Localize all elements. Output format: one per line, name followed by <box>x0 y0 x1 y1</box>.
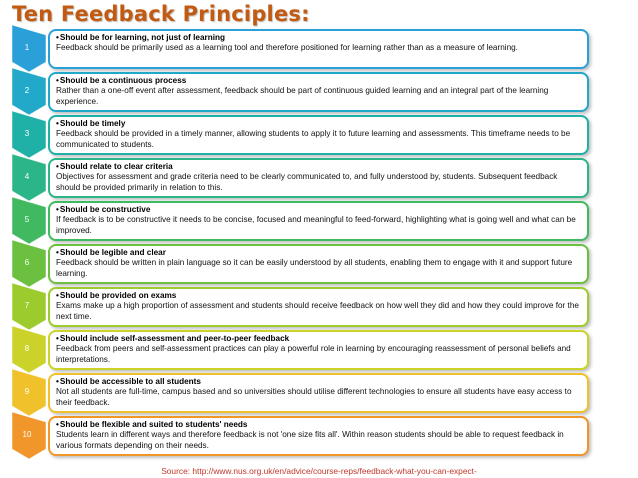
principle-number: 5 <box>24 215 30 224</box>
principle-box <box>48 29 589 69</box>
principle-heading-line <box>56 291 581 301</box>
principle-heading: Should be legible and clear <box>59 248 166 257</box>
principle-heading-line <box>56 334 581 344</box>
principle-description: Feedback from peers and self-assessment practices can play a powerful role in learning by encouraging reassessment of personal beliefs and interpretations. <box>56 344 571 364</box>
principle-description: Feedback should be written in plain language so it can be easily understood by all students, enabling them to engage with it and support future learning. <box>56 258 573 278</box>
principle-heading-line <box>56 248 581 258</box>
principle-row <box>12 287 578 324</box>
principle-box <box>48 373 589 413</box>
principle-heading: Should be flexible and suited to students' needs <box>59 420 248 429</box>
principle-box <box>48 244 589 284</box>
principle-number: 6 <box>24 258 30 267</box>
principle-heading: Should relate to clear criteria <box>59 162 173 171</box>
principle-heading-line <box>56 33 581 43</box>
bullet-icon: • <box>56 205 59 214</box>
principle-box <box>48 72 589 112</box>
principle-number: 1 <box>24 43 30 52</box>
principle-box <box>48 287 589 327</box>
principle-heading: Should be constructive <box>59 205 151 214</box>
bullet-icon: • <box>56 334 59 343</box>
principle-heading: Should be a continuous process <box>59 76 187 85</box>
principle-row <box>12 373 578 410</box>
principle-heading-line <box>56 420 581 430</box>
bullet-icon: • <box>56 248 59 257</box>
principle-description: Rather than a one-off event after assessment, feedback should be part of continuous guided learning and an integral part of the learning experience. <box>56 86 549 106</box>
principle-row <box>12 115 578 152</box>
principle-row <box>12 330 578 367</box>
principle-heading-line <box>56 377 581 387</box>
bullet-icon: • <box>56 76 59 85</box>
principle-row <box>12 158 578 195</box>
page-title: Ten Feedback Principles: <box>12 2 310 26</box>
principle-number: 7 <box>24 301 30 310</box>
principle-description: Students learn in different ways and therefore feedback is not 'one size fits all'. Within reason students should be able to request feedback in various formats depending on their needs. <box>56 430 564 450</box>
bullet-icon: • <box>56 377 59 386</box>
bullet-icon: • <box>56 119 59 128</box>
principle-box <box>48 201 589 241</box>
bullet-icon: • <box>56 291 59 300</box>
principle-heading-line <box>56 162 581 172</box>
principle-description: Exams make up a high proportion of assessment and students should receive feedback on how well they did and how they could improve for the next time. <box>56 301 579 321</box>
principle-number: 4 <box>24 172 30 181</box>
principle-heading: Should be timely <box>59 119 126 128</box>
principle-heading: Should be for learning, not just of learning <box>59 33 225 42</box>
principle-heading: Should be accessible to all students <box>59 377 201 386</box>
principle-box <box>48 115 589 155</box>
principle-description: Not all students are full-time, campus based and so universities should utilise different technologies to ensure all students have easy access to their feedback. <box>56 387 572 407</box>
principle-row <box>12 29 578 66</box>
principle-number: 3 <box>24 129 30 138</box>
principle-description: Feedback should be primarily used as a learning tool and therefore positioned for learning rather than as a measure of learning. <box>56 43 518 52</box>
bullet-icon: • <box>56 33 59 42</box>
principle-heading-line <box>56 205 581 215</box>
principle-description: If feedback is to be constructive it needs to be concise, focused and meaningful to feed-forward, highlighting what is going well and what can be improved. <box>56 215 576 235</box>
principle-number: 2 <box>24 86 30 95</box>
principle-heading-line <box>56 119 581 129</box>
principle-box <box>48 158 589 198</box>
principle-row <box>12 72 578 109</box>
principle-description: Objectives for assessment and grade criteria need to be clearly communicated to, and fully understood by, students. Subsequent feedback should be provided primarily in relation to this. <box>56 172 558 192</box>
principle-number: 10 <box>22 430 32 439</box>
principle-box <box>48 330 589 370</box>
source-citation: Source: http://www.nus.org.uk/en/advice/course-reps/feedback-what-you-can-expect- <box>161 466 477 476</box>
principle-box <box>48 416 589 456</box>
principle-row <box>12 244 578 281</box>
principle-number: 9 <box>24 387 30 396</box>
principle-heading-line <box>56 76 581 86</box>
bullet-icon: • <box>56 162 59 171</box>
principle-row <box>12 416 578 453</box>
principle-number: 8 <box>24 344 30 353</box>
principle-heading: Should include self-assessment and peer-to-peer feedback <box>59 334 290 343</box>
principle-description: Feedback should be provided in a timely manner, allowing students to apply it to future learning and assessments. This timeframe needs to be communicated to students. <box>56 129 571 149</box>
bullet-icon: • <box>56 420 59 429</box>
principle-row <box>12 201 578 238</box>
principle-heading: Should be provided on exams <box>59 291 177 300</box>
